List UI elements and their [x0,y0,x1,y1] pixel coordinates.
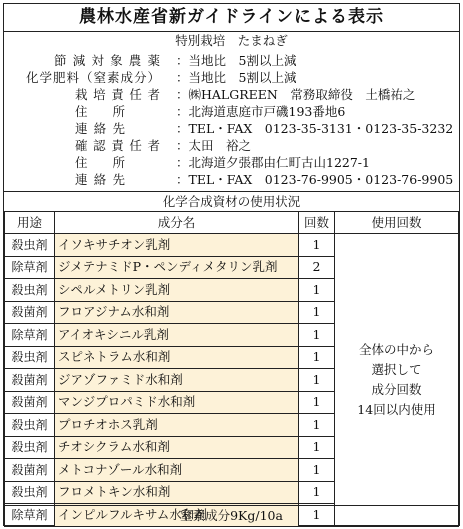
usage-type: 殺虫剤 [5,279,55,302]
usage-count: 1 [299,324,335,347]
usage-type: 殺虫剤 [5,234,55,257]
info-label: 確認責任者 [75,138,160,153]
usage-type: 殺虫剤 [5,414,55,437]
ingredient-name: マンジプロパミド水和剤 [55,391,299,414]
info-value: ：当地比 5割以上減 [176,53,297,68]
info-value: ：太田 裕之 [176,138,252,153]
info-label: 住所 [75,104,125,119]
usage-count: 1 [299,436,335,459]
header-total: 使用回数 [335,212,459,234]
header-count: 回数 [299,212,335,234]
info-value: ：北海道夕張郡由仁町古山1227-1 [176,155,370,170]
usage-count: 1 [299,391,335,414]
header-use: 用途 [5,212,55,234]
ingredient-name: ジメテナミドP・ペンディメタリン乳剤 [55,256,299,279]
info-value: ：㈱HALGREEN 常務取締役 土橋祐之 [176,87,416,102]
document-title: 農林水産省新ガイドラインによる表示 [4,4,459,32]
info-row [4,120,459,137]
info-value: ：TEL・FAX 0123-76-9905・0123-76-9905 [176,172,454,187]
ingredient-name: プロチオホス乳剤 [55,414,299,437]
usage-type: 殺虫剤 [5,346,55,369]
info-row [4,86,459,103]
total-usage-line: 14回以内使用 [357,401,436,417]
header-name: 成分名 [55,212,299,234]
table-header-row [5,212,459,234]
info-label: 連絡先 [75,172,125,187]
total-usage-line: 成分回数 [371,381,422,397]
ingredient-name: フロメトキン水和剤 [55,481,299,504]
info-value: ：当地比 5割以上減 [176,70,297,85]
usage-count: 1 [299,369,335,392]
total-usage-line: 全体の中から [358,341,434,357]
crop-name: 特別栽培 たまねぎ [175,33,288,48]
info-label: 住所 [75,155,125,170]
info-row [4,103,459,120]
usage-type: 除草剤 [5,504,55,527]
total-usage-note [335,234,459,527]
info-label: 連絡先 [75,121,125,136]
info-row [4,154,459,171]
ingredient-name: インピルフルキサム水和剤 [55,504,299,527]
usage-count: 1 [299,459,335,482]
info-value: ：TEL・FAX 0123-35-3131・0123-35-3232 [176,121,454,136]
usage-count: 2 [299,256,335,279]
table-row [5,234,459,257]
ingredient-name: フロアジナム水和剤 [55,301,299,324]
usage-count: 1 [299,279,335,302]
usage-type: 殺菌剤 [5,369,55,392]
usage-count: 1 [299,481,335,504]
ingredient-name: イソキサチオン乳剤 [55,234,299,257]
label-sheet [3,3,460,526]
usage-type: 殺虫剤 [5,436,55,459]
info-value: ：北海道恵庭市戸磯193番地6 [176,104,346,119]
usage-count: 1 [299,504,335,527]
info-label: 栽培責任者 [75,87,160,102]
ingredient-name: メトコナゾール水和剤 [55,459,299,482]
usage-type: 殺菌剤 [5,459,55,482]
info-label: 節減対象農薬 [54,53,160,68]
usage-type: 殺虫剤 [5,481,55,504]
info-row [4,52,459,69]
usage-type: 除草剤 [5,256,55,279]
usage-heading: 化学合成資材の使用状況 [4,191,459,212]
usage-count: 1 [299,414,335,437]
ingredient-name: スピネトラム水和剤 [55,346,299,369]
ingredient-name: ジアゾファミド水和剤 [55,369,299,392]
usage-type: 殺菌剤 [5,301,55,324]
info-label: 化学肥料（窒素成分） [26,70,160,85]
info-row [4,137,459,154]
ingredient-name: アイオキシニル乳剤 [55,324,299,347]
ingredient-name: チオシクラム水和剤 [55,436,299,459]
total-usage-line: 選択して [371,361,422,377]
usage-type: 除草剤 [5,324,55,347]
nitrogen-footer: 窒素成分9Kg/10a [4,505,459,525]
usage-type: 殺菌剤 [5,391,55,414]
chemical-usage-table [4,211,459,527]
usage-count: 1 [299,234,335,257]
usage-count: 1 [299,346,335,369]
usage-count: 1 [299,301,335,324]
info-row [4,171,459,188]
ingredient-name: シペルメトリン乳剤 [55,279,299,302]
info-row [4,69,459,86]
